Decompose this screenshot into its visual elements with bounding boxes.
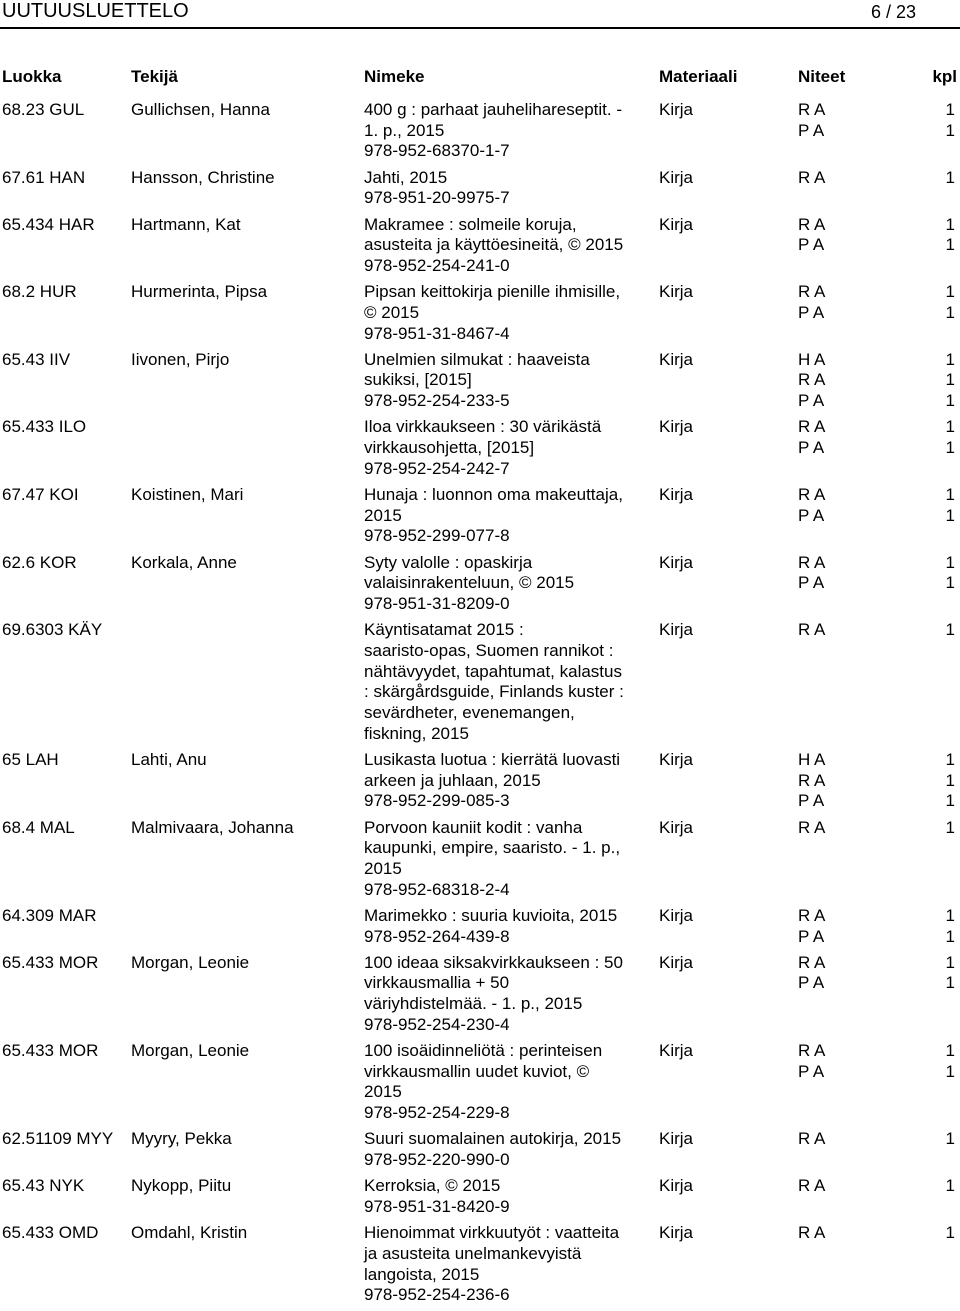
catalog-row xyxy=(0,485,960,547)
copy-line xyxy=(798,791,958,812)
catalog-row xyxy=(0,350,960,412)
copy-line xyxy=(798,973,958,994)
classification-code: 65.433 MOR xyxy=(2,1041,99,1061)
title-line: sukiksi, [2015] xyxy=(364,370,472,390)
author-name: Morgan, Leonie xyxy=(131,952,250,972)
catalog-row xyxy=(0,417,960,479)
classification-code: 65.434 HAR xyxy=(2,214,95,234)
page-number: 6 / 23 xyxy=(870,2,916,22)
copy-count: 1 xyxy=(945,1129,955,1149)
title-line: Hunaja : luonnon oma makeuttaja, xyxy=(364,484,623,504)
catalog-row xyxy=(0,1176,960,1217)
copy-count: 1 xyxy=(945,282,955,302)
copy-count: 1 xyxy=(945,770,955,790)
copy-count: 1 xyxy=(945,1223,955,1243)
classification-code: 65 LAH xyxy=(2,749,59,769)
copy-location-code: R A xyxy=(798,370,826,390)
copy-line xyxy=(798,506,958,527)
title-line: Kerroksia, © 2015 xyxy=(364,1176,501,1196)
material-type: Kirja xyxy=(659,552,694,572)
copies-block xyxy=(798,1041,958,1082)
title-line: 2015 xyxy=(364,858,402,878)
copies-block xyxy=(798,215,958,256)
column-header-luokka: Luokka xyxy=(2,67,62,86)
title-line: 978-952-220-990-0 xyxy=(364,1150,510,1170)
title-line: virkkausmallia + 50 xyxy=(364,973,510,993)
classification-code: 67.61 HAN xyxy=(2,167,86,187)
title-line: Syty valolle : opaskirja xyxy=(364,552,533,572)
copies-block xyxy=(798,620,958,641)
column-header-niteet: Niteet xyxy=(798,67,846,86)
copy-line xyxy=(798,573,958,594)
copy-count: 1 xyxy=(945,973,955,993)
title-line: valaisinrakenteluun, © 2015 xyxy=(364,573,575,593)
title-line: Käyntisatamat 2015 : xyxy=(364,620,524,640)
title-line: Hienoimmat virkkuutyöt : vaatteita xyxy=(364,1223,620,1243)
copy-count: 1 xyxy=(945,120,955,140)
catalog-row xyxy=(0,553,960,615)
title-line: Porvoon kauniit kodit : vanha xyxy=(364,817,583,837)
table-header xyxy=(0,66,960,88)
copies-block xyxy=(798,417,958,458)
copy-count: 1 xyxy=(945,438,955,458)
author-name: Omdahl, Kristin xyxy=(131,1223,248,1243)
copy-line xyxy=(798,620,958,641)
copy-line xyxy=(798,771,958,792)
copy-line xyxy=(798,750,958,771)
copy-line xyxy=(798,417,958,438)
title-line: © 2015 xyxy=(364,302,420,322)
copy-line xyxy=(798,553,958,574)
copy-location-code: P A xyxy=(798,235,825,255)
title-line: Marimekko : suuria kuvioita, 2015 xyxy=(364,905,618,925)
copies-block xyxy=(798,485,958,526)
classification-code: 64.309 MAR xyxy=(2,905,97,925)
title-line: 978-952-254-236-6 xyxy=(364,1285,510,1305)
copy-location-code: P A xyxy=(798,973,825,993)
copy-line xyxy=(798,485,958,506)
material-type: Kirja xyxy=(659,749,694,769)
title-line: virkkausohjetta, [2015] xyxy=(364,438,535,458)
author-name: Nykopp, Piitu xyxy=(131,1176,232,1196)
title-line: 100 ideaa siksakvirkkaukseen : 50 xyxy=(364,952,623,972)
copies-block xyxy=(798,553,958,594)
classification-code: 69.6303 KÄY xyxy=(2,620,103,640)
classification-code: 62.6 KOR xyxy=(2,552,77,572)
copy-line xyxy=(798,1062,958,1083)
classification-code: 65.433 MOR xyxy=(2,952,99,972)
copy-count: 1 xyxy=(945,926,955,946)
classification-code: 65.43 IIV xyxy=(2,349,71,369)
copy-location-code: H A xyxy=(798,749,826,769)
title-line: Iloa virkkaukseen : 30 värikästä xyxy=(364,417,602,437)
catalog-row xyxy=(0,750,960,812)
classification-code: 62.51109 MYY xyxy=(2,1129,114,1149)
material-type: Kirja xyxy=(659,417,694,437)
title-line: asusteita ja käyttöesineitä, © 2015 xyxy=(364,235,624,255)
title-line: 2015 xyxy=(364,1082,402,1102)
copy-count: 1 xyxy=(945,1061,955,1081)
author-name: Hartmann, Kat xyxy=(131,214,241,234)
copies-block xyxy=(798,906,958,947)
copies-block xyxy=(798,350,958,412)
title-line: Makramee : solmeile koruja, xyxy=(364,214,577,234)
title-line: ja asusteita unelmankevyistä xyxy=(364,1243,582,1263)
title-line: Jahti, 2015 xyxy=(364,167,448,187)
title-line: 978-951-20-9975-7 xyxy=(364,188,510,208)
copy-count: 1 xyxy=(945,370,955,390)
copy-count: 1 xyxy=(945,391,955,411)
copies-block xyxy=(798,100,958,141)
title-line: 978-952-68318-2-4 xyxy=(364,879,510,899)
column-header-materiaali: Materiaali xyxy=(659,67,738,86)
material-type: Kirja xyxy=(659,905,694,925)
copy-location-code: P A xyxy=(798,573,825,593)
title-line: 978-952-299-085-3 xyxy=(364,791,510,811)
column-header-tekija: Tekijä xyxy=(131,67,178,86)
copy-location-code: R A xyxy=(798,417,826,437)
copy-location-code: P A xyxy=(798,505,825,525)
copy-location-code: R A xyxy=(798,905,826,925)
title-line: 978-952-254-233-5 xyxy=(364,391,510,411)
copy-line xyxy=(798,1129,958,1150)
copies-block xyxy=(798,168,958,189)
copy-count: 1 xyxy=(945,302,955,322)
title-line: : skärgårdsguide, Finlands kuster : xyxy=(364,682,624,702)
copy-location-code: P A xyxy=(798,391,825,411)
catalog-row xyxy=(0,818,960,901)
material-type: Kirja xyxy=(659,167,694,187)
copy-location-code: R A xyxy=(798,214,826,234)
copy-line xyxy=(798,927,958,948)
title-line: 978-951-31-8209-0 xyxy=(364,593,510,613)
title-line: 1. p., 2015 xyxy=(364,120,445,140)
copy-count: 1 xyxy=(945,573,955,593)
copy-line xyxy=(798,121,958,142)
copy-count: 1 xyxy=(945,167,955,187)
copy-count: 1 xyxy=(945,1176,955,1196)
material-type: Kirja xyxy=(659,1041,694,1061)
material-type: Kirja xyxy=(659,620,694,640)
copy-location-code: P A xyxy=(798,1061,825,1081)
copy-line xyxy=(798,370,958,391)
title-block xyxy=(364,485,656,547)
copy-location-code: R A xyxy=(798,1129,826,1149)
catalog-row xyxy=(0,906,960,947)
catalog-row xyxy=(0,953,960,1036)
copy-line xyxy=(798,235,958,256)
author-name: Koistinen, Mari xyxy=(131,484,244,504)
copy-location-code: P A xyxy=(798,791,825,811)
copy-count: 1 xyxy=(945,235,955,255)
page-title: UUTUUSLUETTELO xyxy=(2,0,189,22)
copy-count: 1 xyxy=(945,1041,955,1061)
classification-code: 67.47 KOI xyxy=(2,484,79,504)
title-block xyxy=(364,282,656,344)
title-block xyxy=(364,1129,656,1170)
title-line: Lusikasta luotua : kierrätä luovasti xyxy=(364,749,621,769)
copy-location-code: H A xyxy=(798,349,826,369)
column-header-kpl: kpl xyxy=(932,67,957,86)
copy-location-code: P A xyxy=(798,302,825,322)
author-name: Iivonen, Pirjo xyxy=(131,349,230,369)
title-line: 100 isoäidinneliötä : perinteisen xyxy=(364,1041,603,1061)
copies-block xyxy=(798,1176,958,1197)
author-name: Gullichsen, Hanna xyxy=(131,100,270,119)
copies-block xyxy=(798,1223,958,1244)
copy-location-code: R A xyxy=(798,620,826,640)
classification-code: 65.433 ILO xyxy=(2,417,87,437)
copy-line xyxy=(798,818,958,839)
catalog-list xyxy=(0,100,960,1311)
copy-line xyxy=(798,303,958,324)
copy-location-code: P A xyxy=(798,438,825,458)
material-type: Kirja xyxy=(659,100,694,119)
copy-location-code: R A xyxy=(798,282,826,302)
copy-count: 1 xyxy=(945,952,955,972)
copy-count: 1 xyxy=(945,749,955,769)
classification-code: 65.433 OMD xyxy=(2,1223,99,1243)
title-block xyxy=(364,168,656,209)
copy-count: 1 xyxy=(945,552,955,572)
material-type: Kirja xyxy=(659,952,694,972)
copy-line xyxy=(798,1223,958,1244)
copy-location-code: R A xyxy=(798,1223,826,1243)
page-header xyxy=(0,0,960,34)
classification-code: 68.4 MAL xyxy=(2,817,75,837)
title-line: 978-951-31-8467-4 xyxy=(364,323,510,343)
copy-count: 1 xyxy=(945,817,955,837)
title-line: 978-952-68370-1-7 xyxy=(364,141,510,161)
copy-location-code: R A xyxy=(798,770,826,790)
catalog-row xyxy=(0,100,960,162)
title-block xyxy=(364,953,656,1036)
copy-count: 1 xyxy=(945,620,955,640)
title-line: 400 g : parhaat jauhelihareseptit. - xyxy=(364,100,623,119)
copy-location-code: R A xyxy=(798,1176,826,1196)
title-line: virkkausmallin uudet kuviot, © xyxy=(364,1061,590,1081)
author-name: Malmivaara, Johanna xyxy=(131,817,294,837)
title-block xyxy=(364,906,656,947)
catalog-row xyxy=(0,1129,960,1170)
title-line: langoista, 2015 xyxy=(364,1264,480,1284)
copy-count: 1 xyxy=(945,791,955,811)
copy-location-code: R A xyxy=(798,952,826,972)
material-type: Kirja xyxy=(659,214,694,234)
catalog-row xyxy=(0,215,960,277)
material-type: Kirja xyxy=(659,817,694,837)
author-name: Lahti, Anu xyxy=(131,749,207,769)
copies-block xyxy=(798,953,958,994)
copy-line xyxy=(798,953,958,974)
copy-location-code: R A xyxy=(798,167,826,187)
title-block xyxy=(364,350,656,412)
title-block xyxy=(364,1041,656,1124)
copy-line xyxy=(798,215,958,236)
title-line: arkeen ja juhlaan, 2015 xyxy=(364,770,541,790)
title-line: väriyhdistelmää. - 1. p., 2015 xyxy=(364,994,583,1014)
column-header-nimeke: Nimeke xyxy=(364,67,425,86)
copy-location-code: R A xyxy=(798,100,826,119)
title-block xyxy=(364,818,656,901)
copy-count: 1 xyxy=(945,905,955,925)
title-line: Unelmien silmukat : haaveista xyxy=(364,349,590,369)
title-line: fiskning, 2015 xyxy=(364,723,469,743)
title-line: 978-952-254-229-8 xyxy=(364,1103,510,1123)
header-divider xyxy=(0,27,960,29)
copy-count: 1 xyxy=(945,349,955,369)
copy-line xyxy=(798,1041,958,1062)
title-block xyxy=(364,620,656,744)
catalog-row xyxy=(0,1223,960,1306)
copy-location-code: R A xyxy=(798,552,826,572)
author-name: Myyry, Pekka xyxy=(131,1129,232,1149)
material-type: Kirja xyxy=(659,484,694,504)
copy-count: 1 xyxy=(945,100,955,119)
copy-line xyxy=(798,1176,958,1197)
copies-block xyxy=(798,818,958,839)
material-type: Kirja xyxy=(659,282,694,302)
title-line: nähtävyydet, tapahtumat, kalastus xyxy=(364,661,622,681)
copy-count: 1 xyxy=(945,484,955,504)
title-block xyxy=(364,750,656,812)
catalog-row xyxy=(0,620,960,744)
copy-location-code: P A xyxy=(798,926,825,946)
title-block xyxy=(364,417,656,479)
title-line: sevärdheter, evenemangen, xyxy=(364,702,575,722)
title-line: saaristo-opas, Suomen rannikot : xyxy=(364,640,614,660)
copy-location-code: R A xyxy=(798,817,826,837)
copy-count: 1 xyxy=(945,417,955,437)
copy-line xyxy=(798,438,958,459)
copy-line xyxy=(798,100,958,121)
author-name: Hansson, Christine xyxy=(131,167,275,187)
classification-code: 68.23 GUL xyxy=(2,100,85,119)
copy-line xyxy=(798,906,958,927)
title-line: 978-952-264-439-8 xyxy=(364,926,510,946)
title-line: 978-952-254-242-7 xyxy=(364,458,510,478)
copy-count: 1 xyxy=(945,214,955,234)
copy-line xyxy=(798,391,958,412)
copy-location-code: R A xyxy=(798,1041,826,1061)
title-line: 978-951-31-8420-9 xyxy=(364,1196,510,1216)
catalog-row xyxy=(0,282,960,344)
classification-code: 68.2 HUR xyxy=(2,282,77,302)
title-block xyxy=(364,553,656,615)
title-line: 978-952-254-230-4 xyxy=(364,1014,510,1034)
title-line: 978-952-299-077-8 xyxy=(364,526,510,546)
copy-line xyxy=(798,282,958,303)
title-block xyxy=(364,215,656,277)
copies-block xyxy=(798,750,958,812)
copies-block xyxy=(798,282,958,323)
copies-block xyxy=(798,1129,958,1150)
title-line: Suuri suomalainen autokirja, 2015 xyxy=(364,1129,622,1149)
copy-location-code: P A xyxy=(798,120,825,140)
material-type: Kirja xyxy=(659,1129,694,1149)
author-name: Korkala, Anne xyxy=(131,552,237,572)
copy-location-code: R A xyxy=(798,484,826,504)
copy-line xyxy=(798,350,958,371)
copy-line xyxy=(798,168,958,189)
author-name: Morgan, Leonie xyxy=(131,1041,250,1061)
catalog-row xyxy=(0,1041,960,1124)
title-line: 978-952-254-241-0 xyxy=(364,255,510,275)
title-block xyxy=(364,100,656,162)
title-block xyxy=(364,1223,656,1306)
author-name: Hurmerinta, Pipsa xyxy=(131,282,268,302)
title-block xyxy=(364,1176,656,1217)
title-line: Pipsan keittokirja pienille ihmisille, xyxy=(364,282,621,302)
classification-code: 65.43 NYK xyxy=(2,1176,85,1196)
title-line: kaupunki, empire, saaristo. - 1. p., xyxy=(364,838,621,858)
material-type: Kirja xyxy=(659,349,694,369)
copy-count: 1 xyxy=(945,505,955,525)
material-type: Kirja xyxy=(659,1223,694,1243)
material-type: Kirja xyxy=(659,1176,694,1196)
catalog-row xyxy=(0,168,960,209)
title-line: 2015 xyxy=(364,505,402,525)
